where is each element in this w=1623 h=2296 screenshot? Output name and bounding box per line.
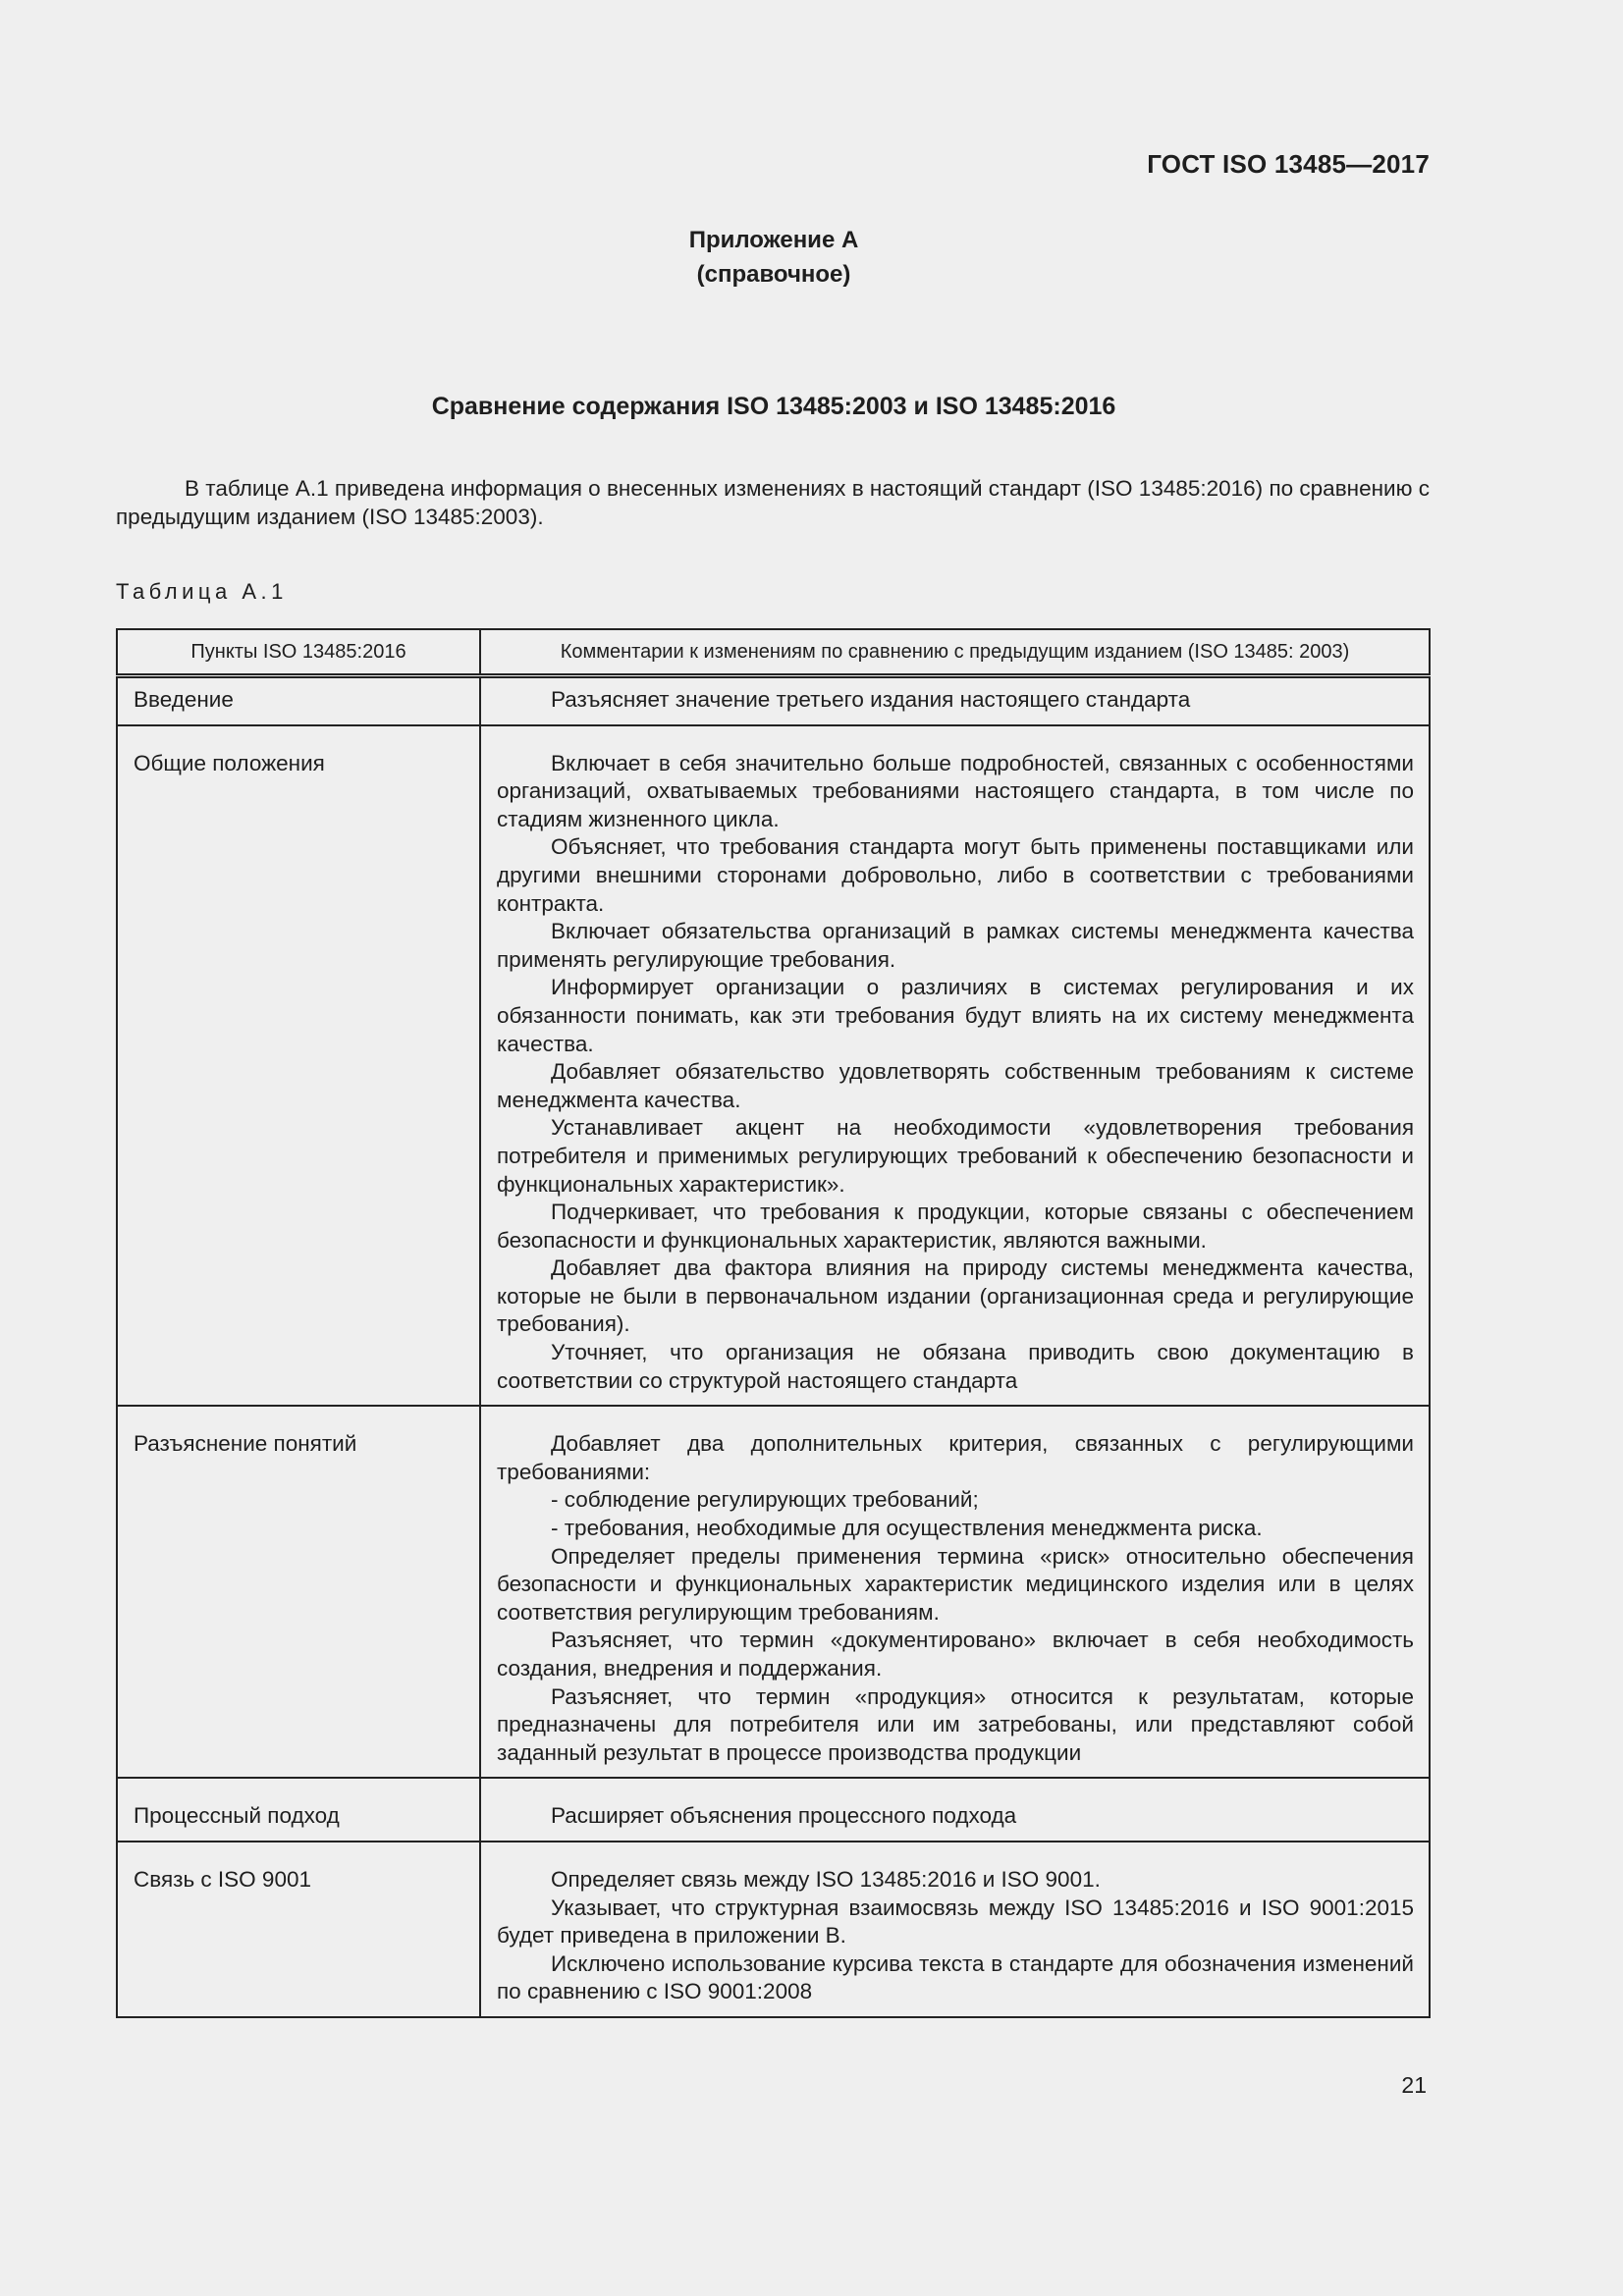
comment-paragraph: Определяет связь между ISO 13485:2016 и ISO 9001.	[551, 1866, 1101, 1892]
comment-paragraph: Включает в себя значительно больше подробностей, связанных с особенностями организаций, охватываемых требованиями настоящего стандарта, в том числе по стадиям жизненного цикла.	[497, 750, 1414, 831]
comment-paragraph: Уточняет, что организация не обязана приводить свою документацию в соответствии со структурой настоящего стандарта	[497, 1340, 1414, 1393]
row-comments	[480, 1778, 1430, 1842]
header-comments: Комментарии к изменениям по сравнению с предыдущим изданием (ISO 13485: 2003)	[480, 629, 1430, 676]
table-header-row	[117, 629, 1430, 676]
comment-paragraph: Информирует организации о различиях в системах регулирования и их обязанности понимать, как эти требования будут влиять на их систему менеджмента качества.	[497, 975, 1414, 1056]
comment-paragraph: Включает обязательства организаций в рамках системы менеджмента качества применять регулирующие требования.	[497, 919, 1414, 972]
row-item-label: Разъяснение понятий	[117, 1406, 480, 1778]
comment-paragraph: Добавляет два фактора влияния на природу системы менеджмента качества, которые не были в первоначальном издании (организационная среда и регулирующие требования).	[497, 1255, 1414, 1337]
appendix-heading	[0, 223, 1547, 292]
comment-paragraph: Разъясняет, что термин «продукция» относится к результатам, которые предназначены для потребителя или им затребованы, или представляют собой заданный результат в процессе производства продукции	[497, 1683, 1414, 1765]
row-comments	[480, 676, 1430, 725]
row-item-label: Связь с ISO 9001	[117, 1842, 480, 2017]
comment-paragraph: - требования, необходимые для осуществления менеджмента риска.	[551, 1516, 1263, 1541]
comment-paragraph: Устанавливает акцент на необходимости «удовлетворения требования потребителя и применимых регулирующих требований к обеспечению безопасности и функциональных характеристик».	[497, 1115, 1414, 1197]
standard-code: ГОСТ ISO 13485—2017	[1147, 149, 1430, 179]
header-items: Пункты ISO 13485:2016	[117, 629, 480, 676]
section-title: Сравнение содержания ISO 13485:2003 и ISO 13485:2016	[431, 393, 1116, 420]
comment-paragraph: Объясняет, что требования стандарта могут быть применены поставщиками или другими внешними сторонами добровольно, либо в соответствии с требованиями контракта.	[497, 834, 1414, 916]
comment-paragraph: Добавляет два дополнительных критерия, связанных с регулирующими требованиями:	[497, 1431, 1414, 1484]
table-row	[117, 676, 1430, 725]
comment-paragraph: Определяет пределы применения термина «риск» относительно обеспечения безопасности и функциональных характеристик медицинского изделия или в целях соответствия регулирующим требованиям.	[497, 1543, 1414, 1625]
row-item-label: Процессный подход	[117, 1778, 480, 1842]
row-comments	[480, 1406, 1430, 1778]
comment-paragraph: Указывает, что структурная взаимосвязь между ISO 13485:2016 и ISO 9001:2015 будет приведена в приложении В.	[497, 1895, 1414, 1949]
comment-paragraph: Разъясняет значение третьего издания настоящего стандарта	[551, 687, 1191, 712]
table-row	[117, 1778, 1430, 1842]
comment-paragraph: Расширяет объяснения процессного подхода	[551, 1803, 1017, 1829]
table-row	[117, 725, 1430, 1407]
row-comments	[480, 1842, 1430, 2017]
row-comments	[480, 725, 1430, 1407]
appendix-subtitle: (справочное)	[696, 261, 851, 288]
comment-paragraph: Подчеркивает, что требования к продукции, которые связаны с обеспечением безопасности и функциональных характеристик, являются важными.	[497, 1200, 1414, 1253]
comparison-table	[116, 628, 1431, 2018]
page-number: 21	[1401, 2072, 1427, 2098]
comment-paragraph: Исключено использование курсива текста в стандарте для обозначения изменений по сравнению с ISO 9001:2008	[497, 1950, 1414, 2004]
appendix-title: Приложение А	[688, 227, 859, 253]
intro-paragraph: В таблице А.1 приведена информация о внесенных изменениях в настоящий стандарт (ISO 13485:2016) по сравнению с предыдущим изданием (ISO 13485:2003).	[116, 476, 1430, 529]
row-item-label: Общие положения	[117, 725, 480, 1407]
comment-paragraph: - соблюдение регулирующих требований;	[551, 1487, 979, 1513]
comment-paragraph: Разъясняет, что термин «документировано» включает в себя необходимость создания, внедрения и поддержания.	[497, 1628, 1414, 1681]
table-caption: Таблица А.1	[116, 579, 288, 604]
row-item-label: Введение	[117, 676, 480, 725]
table-row	[117, 1842, 1430, 2017]
comment-paragraph: Добавляет обязательство удовлетворять собственным требованиям к системе менеджмента качества.	[497, 1059, 1414, 1112]
table-row	[117, 1406, 1430, 1778]
